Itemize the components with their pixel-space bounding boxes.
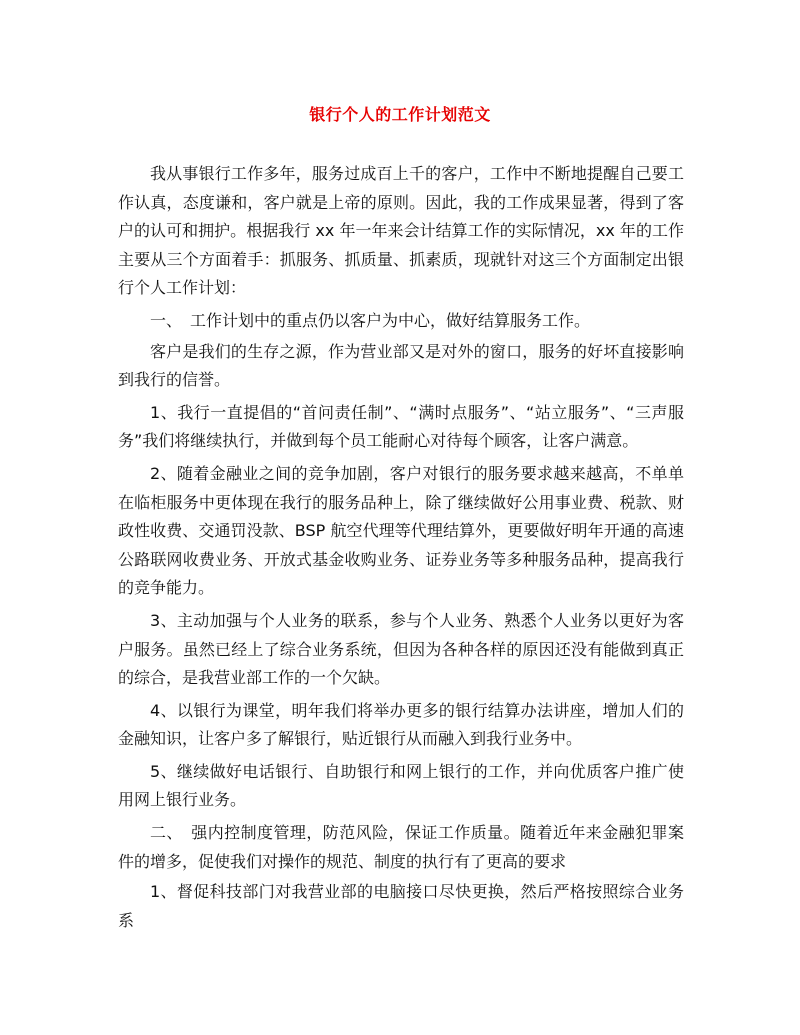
- paragraph-item-2: 2、随着金融业之间的竞争加剧，客户对银行的服务要求越来越高，不单单在临柜服务中更体现在我行的服务品种上，除了继续做好公用事业费、税款、财政性收费、交通罚没款、BSP 航空代理等代理结算外，更要做好明年开通的高速公路联网收费业务、开放式基金收购业务、证券业务等多种服务品种，提高我行的竞争能力。: [118, 463, 684, 598]
- document-body: [118, 160, 684, 939]
- document-title: 银行个人的工作计划范文: [309, 105, 491, 124]
- paragraph-section-two-item-1: 1、督促科技部门对我营业部的电脑接口尽快更换，然后严格按照综合业务系: [118, 882, 684, 930]
- paragraph-intro: 我从事银行工作多年，服务过成百上千的客户，工作中不断地提醒自己要工作认真，态度谦和，客户就是上帝的原则。因此，我的工作成果显著，得到了客户的认可和拥护。根据我行 xx 年一年来会计结算工作的实际情况，xx 年的工作主要从三个方面着手：抓服务、抓质量、抓素质，现就针对这三个方面制定出银行个人工作计划：: [118, 164, 684, 298]
- paragraph-item-1: 1、我行一直提倡的“首问责任制”、“满时点服务”、“站立服务”、“三声服务”我们将继续执行，并做到每个员工能耐心对待每个顾客，让客户满意。: [118, 402, 684, 451]
- paragraph-customer-source: 客户是我们的生存之源，作为营业部又是对外的窗口，服务的好坏直接影响到我行的信誉。: [118, 341, 684, 390]
- paragraph-section-one-heading: 一、 工作计划中的重点仍以客户为中心，做好结算服务工作。: [150, 310, 591, 330]
- paragraph-section-two-heading: 二、 强内控制度管理，防范风险，保证工作质量。随着近年来金融犯罪案件的增多，促使我们对操作的规范、制度的执行有了更高的要求: [118, 823, 684, 871]
- paragraph-item-5: 5、继续做好电话银行、自助银行和网上银行的工作，并向优质客户推广使用网上银行业务。: [118, 761, 684, 810]
- paragraph-item-3: 3、主动加强与个人业务的联系，参与个人业务、熟悉个人业务以更好为客户服务。虽然已经上了综合业务系统，但因为各种各样的原因还没有能做到真正的综合，是我营业部工作的一个欠缺。: [118, 610, 684, 688]
- paragraph-item-4: 4、以银行为课堂，明年我们将举办更多的银行结算办法讲座，增加人们的金融知识，让客户多了解银行，贴近银行从而融入到我行业务中。: [118, 700, 684, 749]
